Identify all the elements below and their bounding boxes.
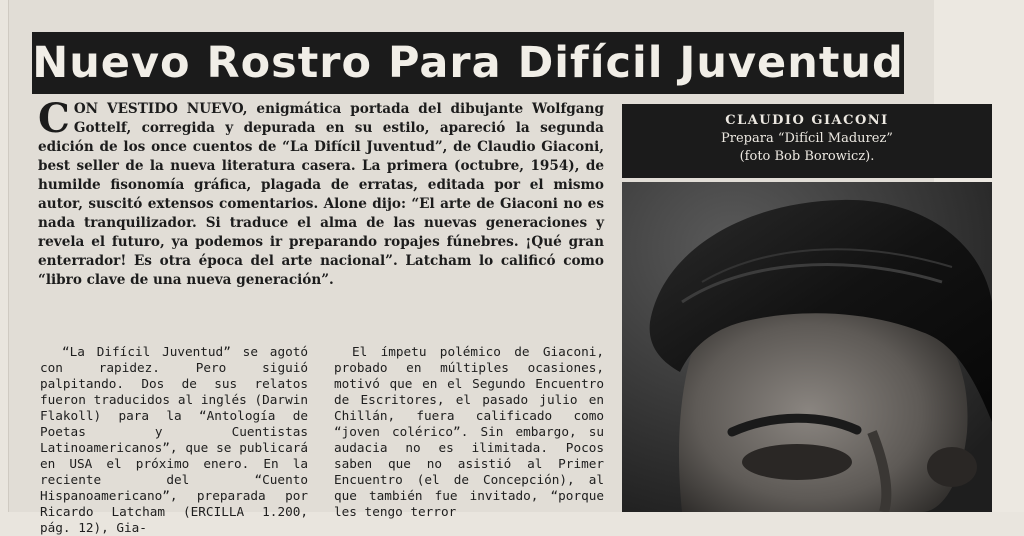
article-headline: Nuevo Rostro Para Difícil Juventud bbox=[32, 32, 904, 94]
portrait-photo bbox=[622, 182, 992, 512]
caption-name: CLAUDIO GIACONI bbox=[725, 113, 889, 128]
lead-text: ON VESTIDO NUEVO, enigmática portada del dibujante Wolfgang Gottelf, corregida y depurada en su estilo, apareció la segunda edición de los once cuentos de “La Difícil Juventud”, de Claudio Giaconi, best seller de la nueva literatura casera. La primera (octubre, 1954), de humilde fisonomía gráfica, plagada de erratas, editada por el mismo autor, suscitó extensos comentarios. Alone dijo: “El arte de Giaconi no es nada tranquilizador. Si traduce el alma de las nuevas generaciones y revela el futuro, ya podemos ir preparando ropajes fúnebres. ¡Qué gran enterrador! Es otra época del arte nacional”. Latcham lo calificó como “libro clave de una nueva generación”. bbox=[38, 101, 604, 288]
body-column-1: “La Difícil Juventud” se agotó con rapidez. Pero siguió palpitando. Dos de sus relatos fueron traducidos al inglés (Darwin Flakoll) para la “Antología de Poetas y Cuentistas Latinoamericanos”, que se publicará en USA el próximo enero. En la reciente del “Cuento Hispanoamericano”, preparada por Ricardo Latcham (ERCILLA 1.200, pág. 12), Gia- bbox=[40, 344, 308, 535]
photo-caption bbox=[622, 104, 992, 178]
body-column-2: El ímpetu polémico de Giaconi, probado en múltiples ocasiones, motivó que en el Segundo Encuentro de Escritores, el pasado julio en Chillán, fuera calificado como “joven colérico”. Sin embargo, su audacia no es ilimitada. Pocos saben que no asistió al Primer Encuentro (el de Concepción), al que también fue invitado, “porque les tengo terror bbox=[334, 344, 604, 519]
drop-cap: C bbox=[38, 95, 70, 142]
caption-line-2: (foto Bob Borowicz). bbox=[739, 149, 875, 164]
caption-line-1: Prepara “Difícil Madurez” bbox=[721, 131, 893, 146]
lead-paragraph bbox=[38, 95, 604, 290]
portrait-illustration bbox=[622, 182, 992, 512]
